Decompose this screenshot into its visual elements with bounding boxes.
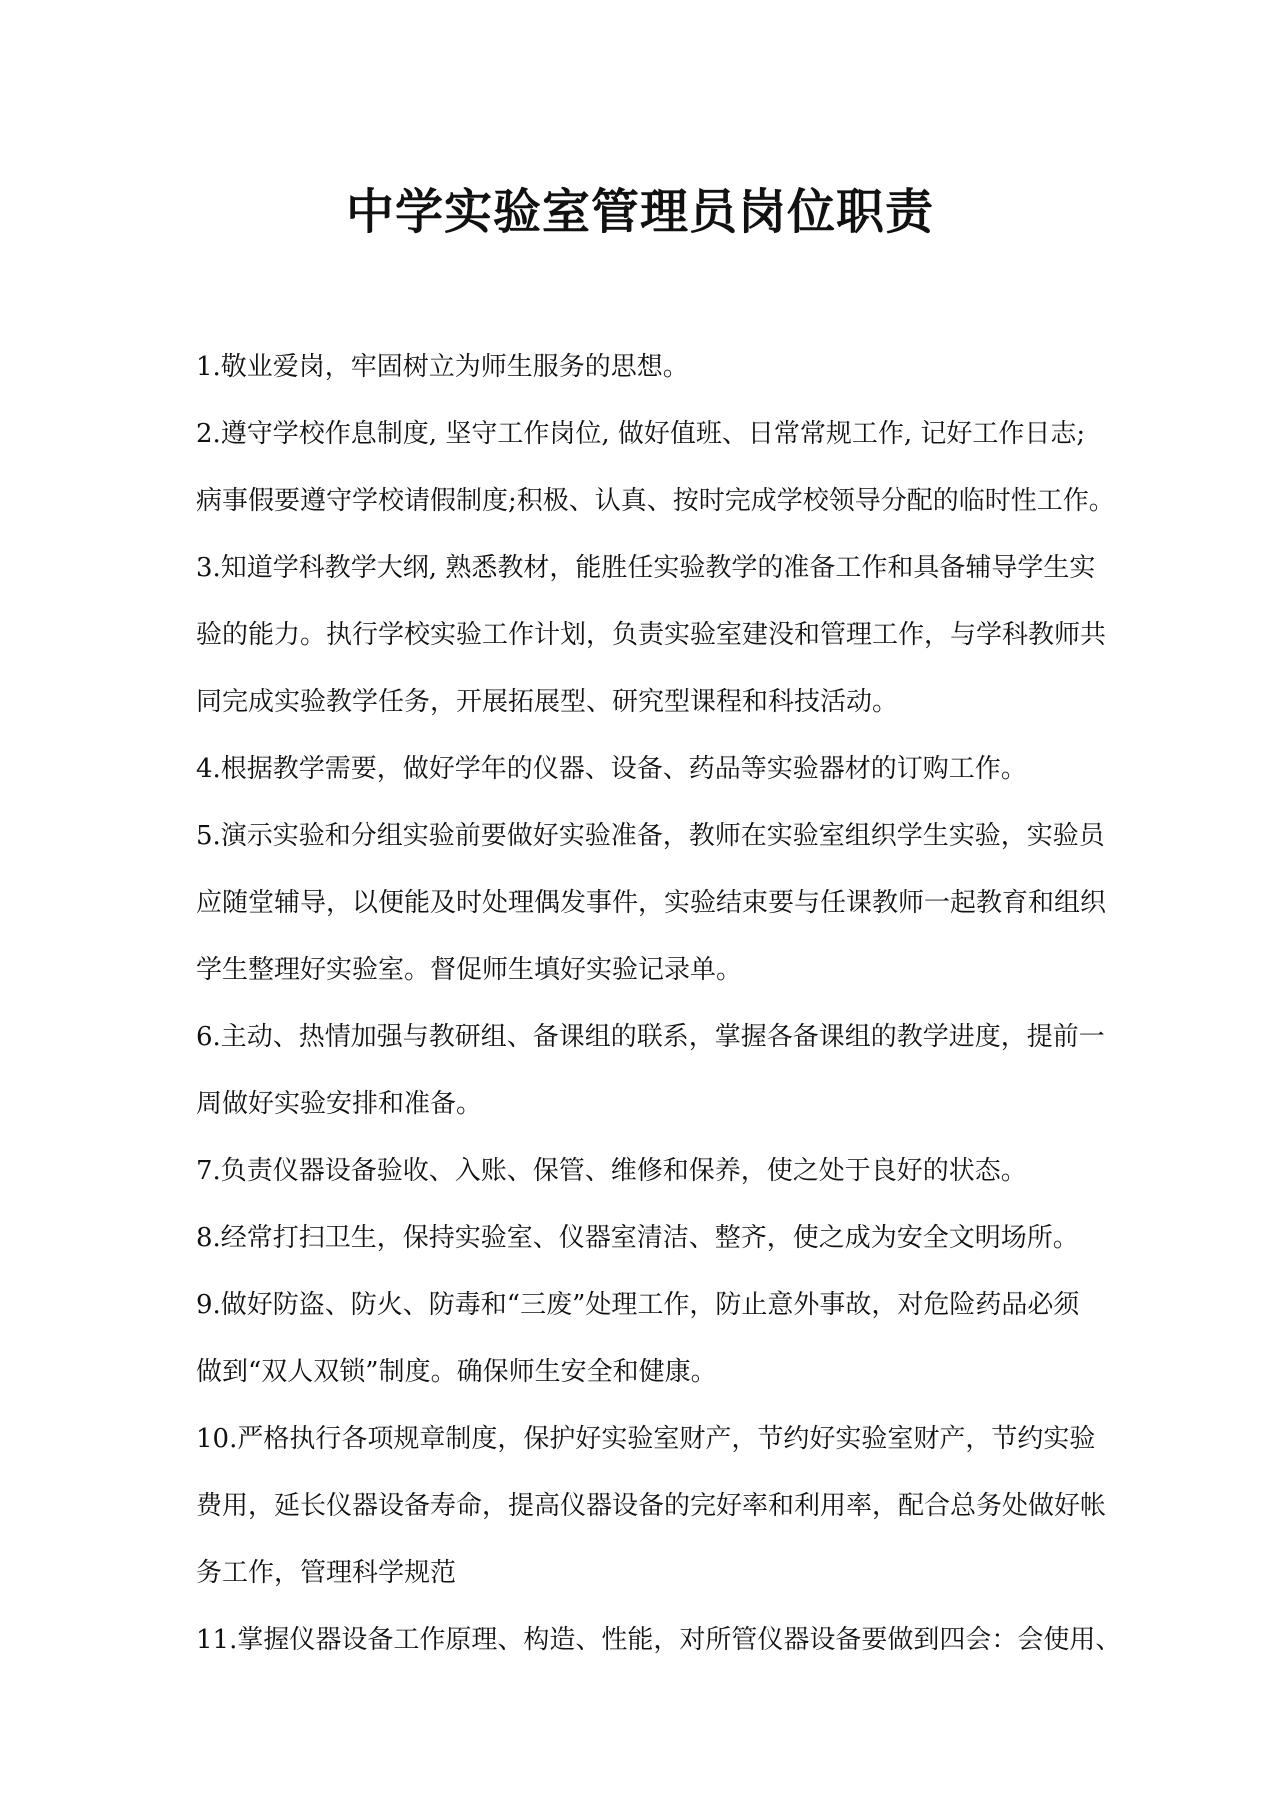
body-line: 应随堂辅导，以便能及时处理偶发事件，实验结束要与任课教师一起教育和组织 bbox=[196, 888, 1107, 918]
body-line: 3.知道学科教学大纲, 熟悉教材，能胜任实验教学的准备工作和具备辅导学生实 bbox=[196, 553, 1096, 583]
body-line: 7.负责仪器设备验收、入账、保管、维修和保养，使之处于良好的状态。 bbox=[196, 1156, 1027, 1186]
body-line: 8.经常打扫卫生，保持实验室、仪器室清洁、整齐，使之成为安全文明场所。 bbox=[196, 1223, 1079, 1253]
body-line: 1.敬业爱岗，牢固树立为师生服务的思想。 bbox=[196, 352, 689, 382]
body-line: 同完成实验教学任务，开展拓展型、研究型课程和科技活动。 bbox=[196, 687, 899, 717]
document-title: 中学实验室管理员岗位职责 bbox=[345, 184, 934, 240]
body-line: 周做好实验安排和准备。 bbox=[196, 1089, 483, 1119]
body-line: 6.主动、热情加强与教研组、备课组的联系，掌握各备课组的教学进度，提前一 bbox=[196, 1022, 1105, 1052]
body-line: 2.遵守学校作息制度, 坚守工作岗位, 做好值班、日常常规工作, 记好工作日志; bbox=[196, 419, 1086, 449]
body-line: 10.严格执行各项规章制度，保护好实验室财产，节约好实验室财产，节约实验 bbox=[196, 1424, 1096, 1454]
body-line: 验的能力。执行学校实验工作计划，负责实验室建没和管理工作，与学科教师共 bbox=[196, 620, 1107, 650]
document-body bbox=[196, 334, 1122, 1674]
body-line: 费用，延长仪器设备寿命，提高仪器设备的完好率和利用率，配合总务处做好帐 bbox=[196, 1491, 1107, 1521]
body-line: 做到“双人双锁”制度。确保师生安全和健康。 bbox=[196, 1357, 717, 1387]
body-line: 11.掌握仪器设备工作原理、构造、性能，对所管仪器设备要做到四会：会使用、 bbox=[196, 1625, 1122, 1655]
body-line: 5.演示实验和分组实验前要做好实验准备，教师在实验室组织学生实验，实验员 bbox=[196, 821, 1105, 851]
body-line: 务工作，管理科学规范 bbox=[196, 1558, 457, 1588]
body-line: 学生整理好实验室。督促师生填好实验记录单。 bbox=[196, 955, 743, 985]
body-line: 病事假要遵守学校请假制度;积极、认真、按时完成学校领导分配的临时性工作。 bbox=[196, 486, 1115, 516]
body-line: 4.根据教学需要，做好学年的仪器、设备、药品等实验器材的订购工作。 bbox=[196, 754, 1027, 784]
body-line: 9.做好防盗、防火、防毒和“三废”处理工作，防止意外事故，对危险药品必须 bbox=[196, 1290, 1080, 1320]
